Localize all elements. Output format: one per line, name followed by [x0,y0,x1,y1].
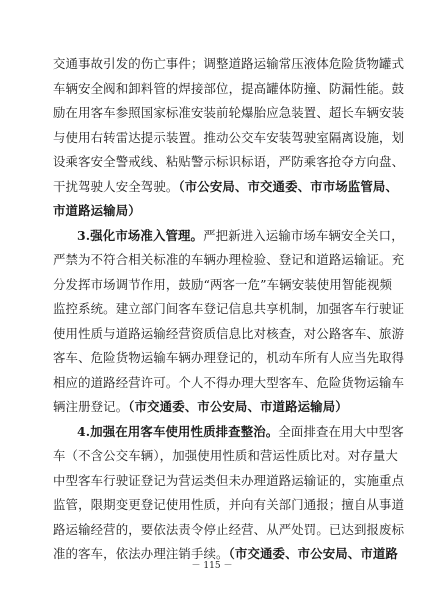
text-segment: 分发挥市场调节作用，鼓励“两客一危”车辆安装使用智能视频 [53,276,393,292]
text-segment: 全面排查在用大中型客 [278,423,404,439]
text-segment: 设乘客安全警戒线、粘贴警示标识标语，严防乘客抢夺方向盘、 [53,154,405,169]
text-segment: 干扰驾驶人安全驾驶。 [53,178,179,194]
text-segment: 与使用右转雷达提示装置。推动公交车安装驾驶室隔离设施，划 [53,129,405,145]
page-number: － 115 － [191,561,233,571]
text-line [53,444,398,469]
text-line [53,175,398,200]
text-segment: 监控系统。建立部门间客车登记信息共享机制，加强客车行驶证 [53,301,405,316]
text-segment: 路运输经营的，要依法责令停止经营、从严处罚。已达到报废标 [53,521,405,537]
text-line [53,469,405,494]
text-line [53,420,404,445]
text-segment: 使用性质与道路运输经营资质信息比对核查，对公路客车、旅游 [53,325,405,341]
text-segment: 严禁为不符合相关标准的车辆办理检验、登记和道路运输证。充 [53,252,405,267]
bold-text-segment: （市交通委、市公安局、市道路运输局） [128,399,348,414]
text-line [53,77,405,102]
text-segment: 辆注册登记。 [53,399,129,414]
bold-text-segment: 4.加强在用客车使用性质排查整治。 [77,423,279,439]
text-segment: 中型客车行驶证登记为营运类但未办理道路运输证的，实施重点 [53,472,405,488]
bold-text-segment: （市公安局、市交通委、市市场监管局、 [178,178,398,194]
text-segment: 准的客车，依法办理注销手续。 [53,546,229,561]
text-segment: 励在用客车参照国家标准安装前轮爆胎应急装置、超长车辆安装 [53,105,405,120]
text-line [53,297,405,322]
text-line [53,199,375,224]
text-line [53,322,405,347]
text-line [53,248,405,273]
text-line [53,273,393,298]
text-segment: 监管，限期变更登记使用性质，并向有关部门通报；擅自从事道 [53,497,405,512]
text-line [53,518,405,543]
text-segment: 相应的道路经营许可。个人不得办理大型客车、危险货物运输车 [53,374,405,390]
text-line [53,371,405,396]
bold-text-segment: 3.强化市场准入管理。 [77,227,204,243]
text-segment: 车辆安全阀和卸料管的焊接部位，提高罐体防撞、防漏性能。鼓 [53,80,405,96]
text-line [53,52,405,77]
bold-text-segment: 市道路运输局） [53,203,141,218]
text-line [53,126,405,151]
text-line [53,224,404,249]
bold-text-segment: （市交通委、市公安局、市道路 [228,546,398,561]
text-segment: 车（不含公交车辆），加强使用性质和营运性质比对。对存量大 [53,448,398,463]
text-line [53,101,405,126]
text-line [53,150,405,175]
text-line [53,493,405,518]
text-line [53,346,405,371]
text-line [53,395,375,420]
body-text [53,52,405,567]
text-segment: 严把新进入运输市场车辆安全关口， [203,227,404,243]
text-segment: 交通事故引发的伤亡事件；调整道路运输常压液体危险货物罐式 [53,56,405,71]
text-segment: 客车、危险货物运输车辆办理登记的，机动车所有人应当先取得 [53,350,405,365]
